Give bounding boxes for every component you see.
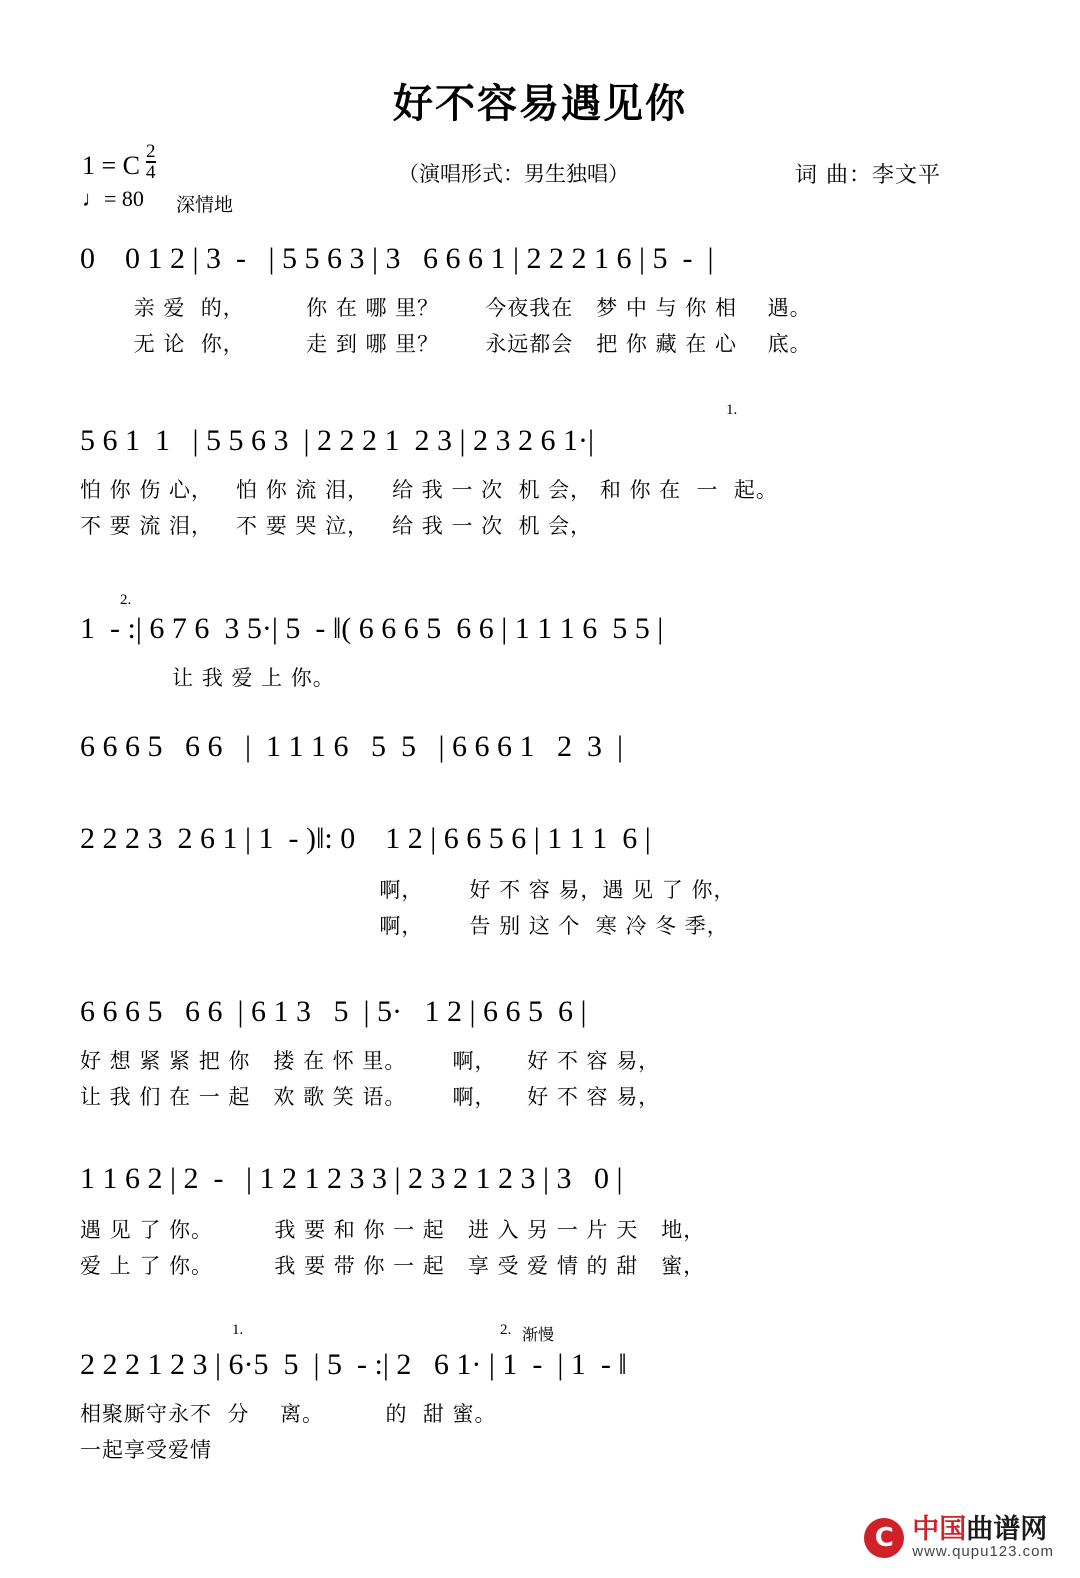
- site-watermark: [864, 1513, 1054, 1561]
- site-url: www.qupu123.com: [912, 1543, 1054, 1561]
- note-row: 6 6 6 5 6 6 | 1 1 1 6 5 5 | 6 6 6 1 2 3 |: [80, 730, 624, 763]
- lyric-row: 啊， 好 不 容 易，遇 见 了 你，: [80, 878, 736, 902]
- volta-marker: 1.: [232, 1322, 244, 1338]
- time-signature-denominator: 4: [146, 162, 156, 183]
- lyric-row: 让 我 们 在 一 起 欢 歌 笑 语。 啊， 好 不 容 易，: [80, 1085, 661, 1109]
- site-name: [912, 1513, 1054, 1545]
- composer-credit: 词 曲：李文平: [795, 163, 941, 188]
- lyric-row: 让 我 爱 上 你。: [80, 666, 335, 690]
- lyric-row: 一起享受爱情: [80, 1438, 212, 1462]
- lyric-row: 不 要 流 泪， 不 要 哭 泣， 给 我 一 次 机 会，: [80, 514, 593, 538]
- note-row: 1 1 6 2 | 2 - | 1 2 1 2 3 3 | 2 3 2 1 2 3 | 3 0 |: [80, 1162, 623, 1195]
- volta-marker: 2.: [120, 592, 132, 608]
- note-row: 6 6 6 5 6 6 | 6 1 3 5 | 5· 1 2 | 6 6 5 6 |: [80, 995, 587, 1028]
- lyric-row: 啊， 告 别 这 个 寒 冷 冬 季，: [80, 914, 729, 938]
- performance-form: （演唱形式：男生独唱）: [398, 162, 629, 186]
- lyric-row: 亲 爱 的， 你 在 哪 里？ 今夜我在 梦 中 与 你 相 遇。: [80, 296, 812, 320]
- ritardando-marking: 渐慢: [522, 1325, 555, 1344]
- key-signature-text: 1 = C: [82, 151, 141, 180]
- note-row: 0 0 1 2 | 3 - | 5 5 6 3 | 3 6 6 6 1 | 2 2 2 1 6 | 5 - |: [80, 242, 714, 275]
- lyric-row: 怕 你 伤 心， 怕 你 流 泪， 给 我 一 次 机 会， 和 你 在 一 起。: [80, 478, 778, 502]
- time-signature: [146, 142, 156, 182]
- note-row: 2 2 2 1 2 3 | 6·5 5 | 5 - :| 2 6 1· | 1 - | 1 - ‖: [80, 1348, 627, 1381]
- site-name-prefix: 中国: [912, 1513, 967, 1545]
- logo-icon: C: [864, 1518, 904, 1558]
- volta-marker: 1.: [726, 402, 738, 418]
- lyric-row: 无 论 你， 走 到 哪 里？ 永远都会 把 你 藏 在 心 底。: [80, 332, 812, 356]
- note-row: 2 2 2 3 2 6 1 | 1 - )‖: 0 1 2 | 6 6 5 6 | 1 1 1 6 |: [80, 822, 651, 855]
- time-signature-numerator: 2: [146, 141, 156, 162]
- expression-marking: 深情地: [176, 194, 234, 216]
- lyric-row: 相聚厮守永不 分 离。 的 甜 蜜。: [80, 1402, 497, 1426]
- tempo-marking: ♩= 80: [82, 186, 144, 211]
- note-row: 1 - :| 6 7 6 3 5·| 5 - ‖( 6 6 6 5 6 6 | 1 1 1 6 5 5 |: [80, 612, 664, 645]
- page-title: 好不容易遇见你: [393, 81, 687, 127]
- lyric-row: 爱 上 了 你。 我 要 带 你 一 起 享 受 爱 情 的 甜 蜜，: [80, 1254, 706, 1278]
- volta-marker: 2.: [500, 1322, 512, 1338]
- key-signature: [82, 142, 156, 182]
- note-row: 5 6 1 1 | 5 5 6 3 | 2 2 2 1 2 3 | 2 3 2 6 1·|: [80, 424, 595, 457]
- watermark-text: [912, 1513, 1054, 1561]
- site-name-suffix: 曲谱网: [966, 1513, 1048, 1545]
- lyric-row: 好 想 紧 紧 把 你 搂 在 怀 里。 啊， 好 不 容 易，: [80, 1049, 661, 1073]
- lyric-row: 遇 见 了 你。 我 要 和 你 一 起 进 入 另 一 片 天 地，: [80, 1218, 706, 1242]
